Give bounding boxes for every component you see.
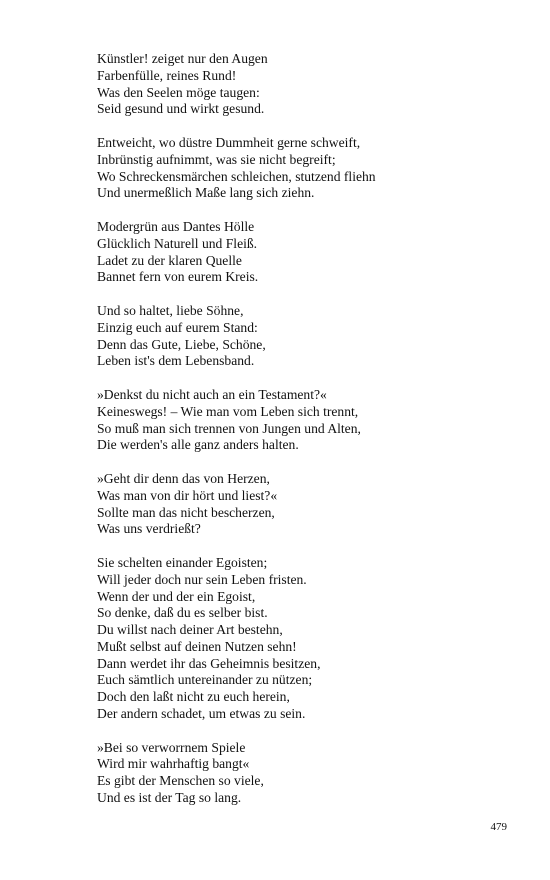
- stanza-5: [97, 387, 517, 454]
- verse-line: Keineswegs! – Wie man vom Leben sich trennt,: [97, 403, 359, 419]
- verse-line: Wo Schreckensmärchen schleichen, stutzend fliehn: [97, 168, 376, 184]
- verse-line: Du willst nach deiner Art bestehn,: [97, 622, 283, 638]
- verse-line: Doch den laßt nicht zu euch herein,: [97, 689, 290, 705]
- verse-line: Was den Seelen möge taugen:: [97, 84, 260, 100]
- verse-line: Und unermeßlich Maße lang sich ziehn.: [97, 185, 315, 201]
- verse-line: So denke, daß du es selber bist.: [97, 605, 268, 621]
- verse-line: Modergrün aus Dantes Hölle: [97, 218, 255, 234]
- verse-line: Die werden's alle ganz anders halten.: [97, 437, 299, 453]
- verse-line: Leben ist's dem Lebensband.: [97, 353, 255, 369]
- stanza-2: [97, 135, 517, 202]
- verse-line: Farbenfülle, reines Rund!: [97, 67, 237, 83]
- page-number: 479: [490, 821, 507, 833]
- verse-line: Mußt selbst auf deinen Nutzen sehn!: [97, 638, 297, 654]
- stanza-8: [97, 740, 517, 807]
- stanza-6: [97, 471, 517, 538]
- verse-line: »Bei so verworrnem Spiele: [97, 739, 246, 755]
- verse-line: Und es ist der Tag so lang.: [97, 790, 242, 806]
- stanza-4: [97, 303, 517, 370]
- poem-body: [97, 51, 517, 824]
- verse-line: Denn das Gute, Liebe, Schöne,: [97, 336, 266, 352]
- verse-line: Seid gesund und wirkt gesund.: [97, 101, 265, 117]
- verse-line: »Geht dir denn das von Herzen,: [97, 470, 270, 486]
- verse-line: Und so haltet, liebe Söhne,: [97, 302, 244, 318]
- verse-line: Wenn der und der ein Egoist,: [97, 588, 256, 604]
- verse-line: Einzig euch auf eurem Stand:: [97, 319, 258, 335]
- verse-line: Will jeder doch nur sein Leben fristen.: [97, 571, 307, 587]
- verse-line: Wird mir wahrhaftig bangt«: [97, 756, 250, 772]
- stanza-3: [97, 219, 517, 286]
- stanza-7: [97, 555, 517, 723]
- verse-line: Dann werdet ihr das Geheimnis besitzen,: [97, 655, 321, 671]
- verse-line: Glücklich Naturell und Fleiß.: [97, 235, 258, 251]
- verse-line: Entweicht, wo düstre Dummheit gerne schweift,: [97, 134, 361, 150]
- verse-line: Ladet zu der klaren Quelle: [97, 252, 242, 268]
- verse-line: Bannet fern von eurem Kreis.: [97, 269, 259, 285]
- verse-line: »Denkst du nicht auch an ein Testament?«: [97, 386, 327, 402]
- stanza-1: [97, 51, 517, 118]
- verse-line: Der andern schadet, um etwas zu sein.: [97, 706, 306, 722]
- verse-line: Was man von dir hört und liest?«: [97, 487, 278, 503]
- verse-line: Es gibt der Menschen so viele,: [97, 773, 264, 789]
- verse-line: Sollte man das nicht bescherzen,: [97, 504, 275, 520]
- verse-line: Euch sämtlich untereinander zu nützen;: [97, 672, 313, 688]
- verse-line: Sie schelten einander Egoisten;: [97, 554, 268, 570]
- verse-line: Inbrünstig aufnimmt, was sie nicht begreift;: [97, 151, 336, 167]
- verse-line: So muß man sich trennen von Jungen und Alten,: [97, 420, 361, 436]
- verse-line: Künstler! zeiget nur den Augen: [97, 51, 268, 66]
- verse-line: Was uns verdrießt?: [97, 521, 201, 537]
